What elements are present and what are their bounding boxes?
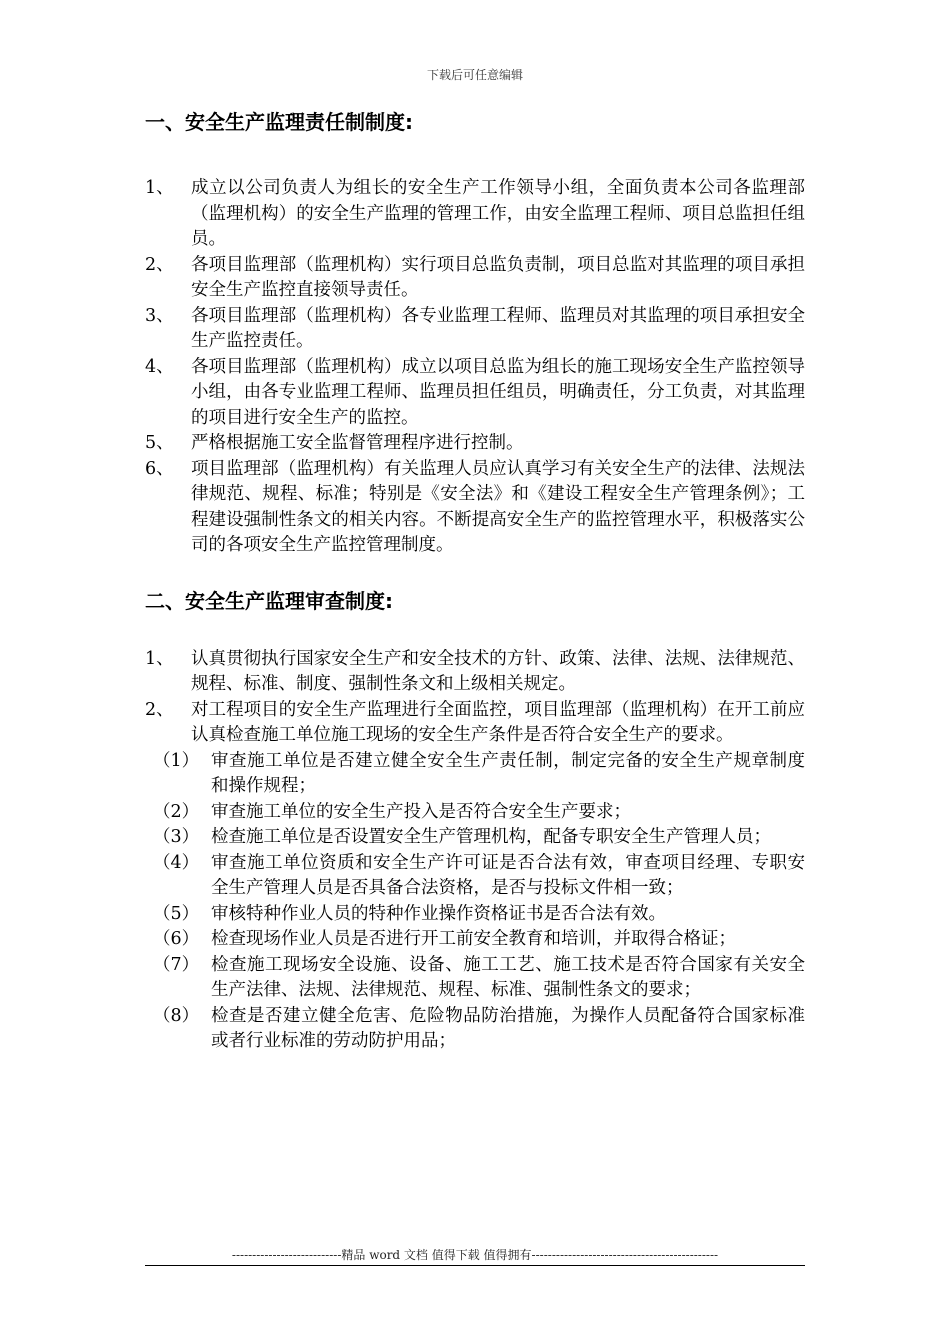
- sub-item-number: （2）: [153, 801, 200, 822]
- sub-list-item: [145, 800, 805, 826]
- item-number: 1、: [145, 178, 174, 198]
- item-text: 对工程项目的安全生产监理进行全面监控，项目监理部（监理机构）在开工前应认真检查施工单位施工现场的安全生产条件是否符合安全生产的要求。: [191, 699, 805, 745]
- sub-list-item: [145, 927, 805, 953]
- list-item: [145, 431, 805, 457]
- item-text: 各项目监理部（监理机构）各专业监理工程师、监理员对其监理的项目承担安全生产监控责任。: [191, 305, 805, 351]
- item-number: 2、: [145, 254, 174, 275]
- list-item: [145, 647, 805, 698]
- section-1-list: [145, 176, 805, 559]
- sub-item-text: 审查施工单位是否建立健全安全生产责任制，制定完备的安全生产规章制度和操作规程；: [211, 750, 805, 796]
- section-title-2: 二、安全生产监理审查制度:: [145, 588, 393, 613]
- list-item: [145, 304, 805, 355]
- item-text: 各项目监理部（监理机构）成立以项目总监为组长的施工现场安全生产监控领导小组，由各专业监理工程师、监理员担任组员，明确责任，分工负责，对其监理的项目进行安全生产的监控。: [191, 356, 805, 428]
- sub-list-item: [145, 902, 805, 928]
- item-text: 认真贯彻执行国家安全生产和安全技术的方针、政策、法律、法规、法律规范、规程、标准、制度、强制性条文和上级相关规定。: [191, 648, 805, 694]
- sub-item-text: 检查施工现场安全设施、设备、施工工艺、施工技术是否符合国家有关安全生产法律、法规、法律规范、规程、标准、强制性条文的要求；: [211, 954, 805, 1000]
- sub-list-item: [145, 1004, 805, 1055]
- sub-item-number: （4）: [153, 852, 200, 873]
- item-number: 5、: [145, 433, 174, 453]
- item-number: 1、: [145, 648, 174, 669]
- sub-list-item: [145, 851, 805, 902]
- sub-item-text: 检查施工单位是否设置安全生产管理机构，配备专职安全生产管理人员；: [211, 827, 771, 847]
- sub-item-number: （3）: [153, 827, 200, 847]
- sub-list-item: [145, 749, 805, 800]
- document-body: [145, 100, 805, 1055]
- sub-item-text: 审查施工单位的安全生产投入是否符合安全生产要求；: [211, 801, 631, 822]
- sub-item-number: （5）: [153, 903, 200, 924]
- sub-list-item: [145, 825, 805, 851]
- sub-list-item: [145, 953, 805, 1004]
- list-item: [145, 698, 805, 749]
- sub-item-number: （6）: [153, 929, 200, 949]
- sub-item-text: 审核特种作业人员的特种作业操作资格证书是否合法有效。: [211, 903, 666, 924]
- list-item: [145, 355, 805, 432]
- footer-divider: [145, 1265, 805, 1266]
- section-title-1: 一、安全生产监理责任制制度:: [145, 110, 413, 134]
- list-item: [145, 176, 805, 253]
- sub-item-text: 检查现场作业人员是否进行开工前安全教育和培训，并取得合格证；: [211, 929, 736, 949]
- item-text: 各项目监理部（监理机构）实行项目总监负责制，项目总监对其监理的项目承担安全生产监控直接领导责任。: [191, 254, 805, 300]
- sub-item-number: （1）: [153, 750, 200, 771]
- sub-item-text: 审查施工单位资质和安全生产许可证是否合法有效，审查项目经理、专职安全生产管理人员是否具备合法资格，是否与投标文件相一致；: [211, 852, 805, 898]
- item-number: 3、: [145, 305, 174, 326]
- item-text: 项目监理部（监理机构）有关监理人员应认真学习有关安全生产的法律、法规法律规范、规程、标准；特别是《安全法》和《建设工程安全生产管理条例》；工程建设强制性条文的相关内容。不断提高安全生产的监控管理水平，积极落实公司的各项安全生产监控管理制度。: [191, 458, 805, 555]
- sub-item-number: （7）: [153, 954, 200, 975]
- item-number: 2、: [145, 699, 174, 720]
- section-2-list: [145, 647, 805, 1055]
- header-note: 下载后可任意编辑: [426, 68, 523, 82]
- list-item: [145, 457, 805, 559]
- list-item: [145, 253, 805, 304]
- sub-item-number: （8）: [153, 1005, 200, 1026]
- item-number: 6、: [145, 458, 174, 479]
- footer-note: ---------------------------精品 word 文档 值得下载 值得拥有----------------------------------------------: [231, 1248, 719, 1262]
- item-number: 4、: [145, 356, 174, 377]
- item-text: 严格根据施工安全监督管理程序进行控制。: [191, 433, 524, 453]
- item-text: 成立以公司负责人为组长的安全生产工作领导小组，全面负责本公司各监理部（监理机构）的安全生产监理的管理工作，由安全监理工程师、项目总监担任组员。: [191, 178, 805, 249]
- sub-item-text: 检查是否建立健全危害、危险物品防治措施，为操作人员配备符合国家标准或者行业标准的劳动防护用品；: [211, 1005, 805, 1051]
